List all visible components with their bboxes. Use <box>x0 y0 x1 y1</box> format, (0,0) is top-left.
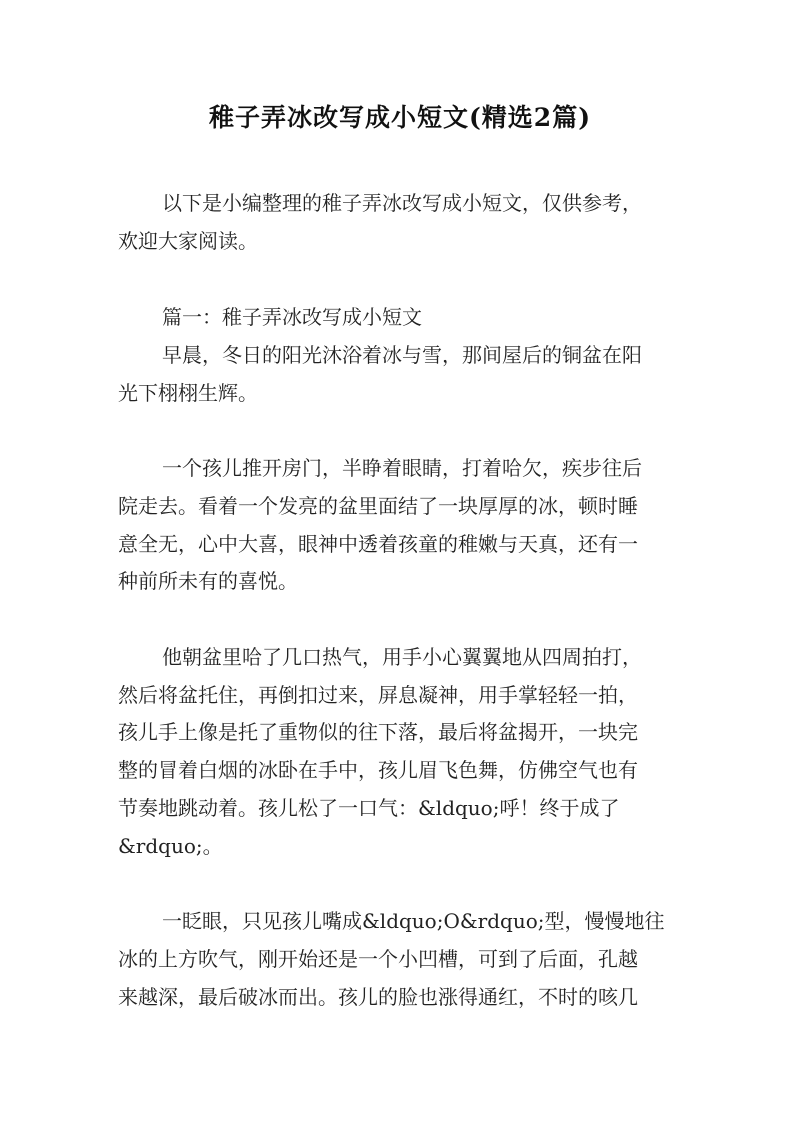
paragraph-3-line-5: 节奏地跳动着。孩儿松了一口气：&ldquo;呼！终于成了 <box>118 796 620 820</box>
document-title: 稚子弄冰改写成小短文(精选2篇) <box>208 103 592 132</box>
paragraph-4-line-1: 一眨眼，只见孩儿嘴成&ldquo;O&rdquo;型，慢慢地往 <box>162 909 665 933</box>
paragraph-1-line-2: 光下栩栩生辉。 <box>118 381 258 405</box>
intro-line-1: 以下是小编整理的稚子弄冰改写成小短文，仅供参考， <box>162 191 642 215</box>
paragraph-2-line-4: 种前所未有的喜悦。 <box>118 569 298 593</box>
paragraph-2-line-1: 一个孩儿推开房门，半睁着眼睛，打着哈欠，疾步往后 <box>162 456 642 480</box>
paragraph-4-line-2: 冰的上方吹气，刚开始还是一个小凹槽，可到了后面，孔越 <box>118 947 638 971</box>
paragraph-2-line-2: 院走去。看着一个发亮的盆里面结了一块厚厚的冰，顿时睡 <box>118 494 638 518</box>
section-heading: 篇一：稚子弄冰改写成小短文 <box>162 305 422 329</box>
paragraph-3-line-1: 他朝盆里哈了几口热气，用手小心翼翼地从四周拍打， <box>162 645 642 669</box>
paragraph-1-line-1: 早晨，冬日的阳光沐浴着冰与雪，那间屋后的铜盆在阳 <box>162 343 642 367</box>
paragraph-3-line-2: 然后将盆托住，再倒扣过来，屏息凝神，用手掌轻轻一拍， <box>118 683 638 707</box>
paragraph-4-line-3: 来越深，最后破冰而出。孩儿的脸也涨得通红，不时的咳几 <box>118 985 638 1009</box>
paragraph-2-line-3: 意全无，心中大喜，眼神中透着孩童的稚嫩与天真，还有一 <box>118 532 638 556</box>
paragraph-3-line-3: 孩儿手上像是托了重物似的往下落，最后将盆揭开，一块完 <box>118 720 638 744</box>
paragraph-3-line-4: 整的冒着白烟的冰卧在手中，孩儿眉飞色舞，仿佛空气也有 <box>118 758 638 782</box>
intro-line-2: 欢迎大家阅读。 <box>118 229 258 253</box>
paragraph-3-line-6: &rdquo;。 <box>118 834 223 858</box>
